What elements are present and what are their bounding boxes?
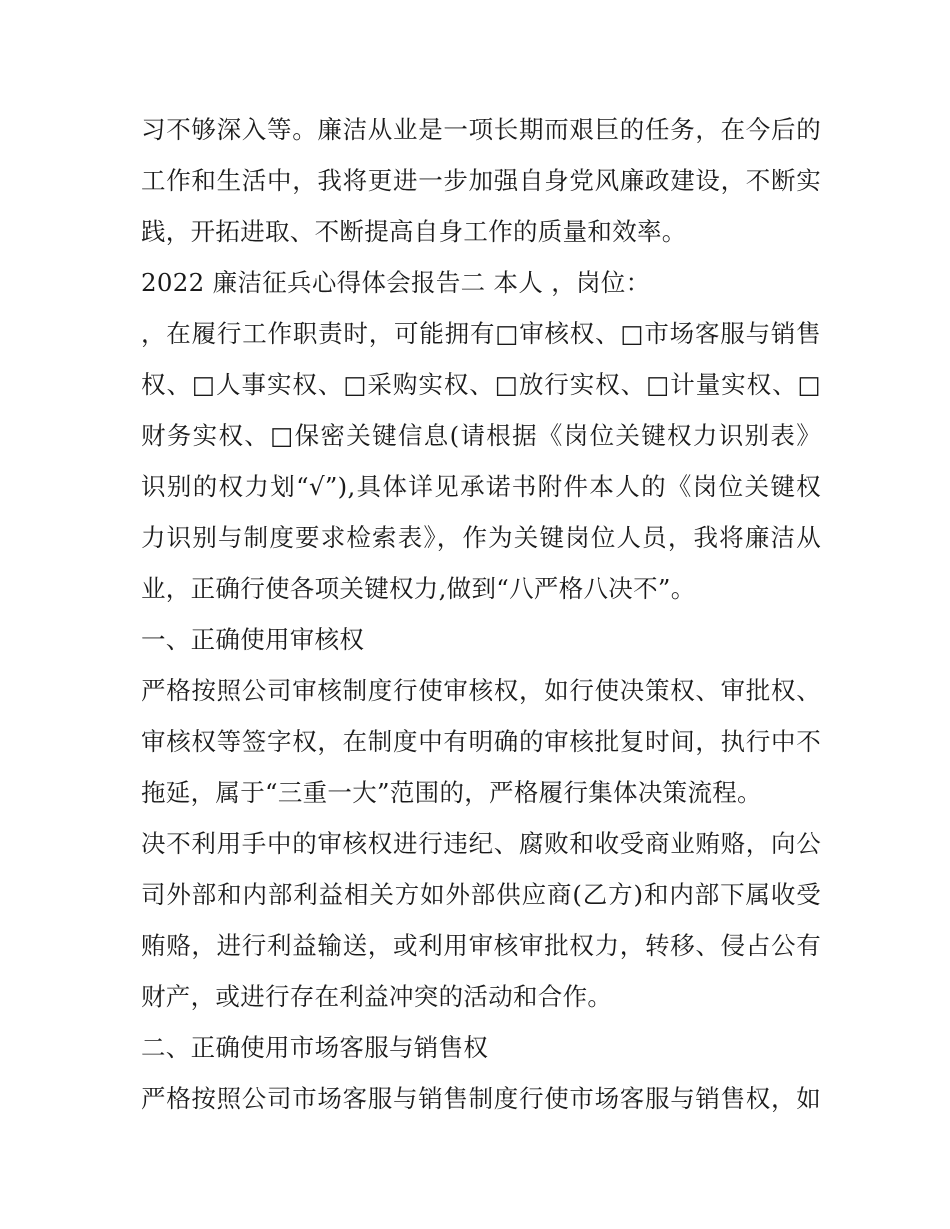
paragraph-line: 贿赂，进行利益输送，或利用审核审批权力，转移、侵占公有 — [141, 931, 821, 960]
paragraph-line: 决不利用手中的审核权进行违纪、腐败和收受商业贿赂，向公 — [141, 829, 821, 858]
paragraph-line: 严格按照公司市场客服与销售制度行使市场客服与销售权，如 — [141, 1084, 821, 1113]
paragraph-line: 严格按照公司审核制度行使审核权，如行使决策权、审批权、 — [141, 676, 821, 705]
paragraph-line: 业，正确行使各项关键权力,做到“八严格八决不”。 — [141, 574, 696, 603]
section-heading: 一、正确使用审核权 — [141, 625, 365, 654]
paragraph-line: ，在履行工作职责时，可能拥有□审核权、□市场客服与销售 — [141, 319, 821, 348]
paragraph-line: 力识别与制度要求检索表》，作为关键岗位人员，我将廉洁从 — [141, 523, 821, 552]
paragraph-line: 财务实权、□保密关键信息(请根据《岗位关键权力识别表》 — [141, 421, 821, 450]
paragraph-line: 权、□人事实权、□采购实权、□放行实权、□计量实权、□ — [141, 370, 821, 399]
paragraph-line: 工作和生活中，我将更进一步加强自身党风廉政建设，不断实 — [141, 166, 821, 195]
paragraph-line: 识别的权力划“√”),具体详见承诺书附件本人的《岗位关键权 — [141, 472, 821, 501]
paragraph-line: 习不够深入等。廉洁从业是一项长期而艰巨的任务，在今后的 — [141, 115, 821, 144]
paragraph-line: 财产，或进行存在利益冲突的活动和合作。 — [141, 982, 613, 1011]
paragraph-line: 践，开拓进取、不断提高自身工作的质量和效率。 — [141, 217, 687, 246]
paragraph-line: 拖延，属于“三重一大”范围的，严格履行集体决策流程。 — [141, 778, 762, 807]
paragraph-line: 审核权等签字权，在制度中有明确的审核批复时间，执行中不 — [141, 727, 821, 756]
section-heading: 二、正确使用市场客服与销售权 — [141, 1033, 489, 1062]
paragraph-line: 司外部和内部利益相关方如外部供应商(乙方)和内部下属收受 — [141, 880, 821, 909]
section-title-line: 2022 廉洁征兵心得体会报告二 本人 ，岗位： — [141, 268, 651, 297]
